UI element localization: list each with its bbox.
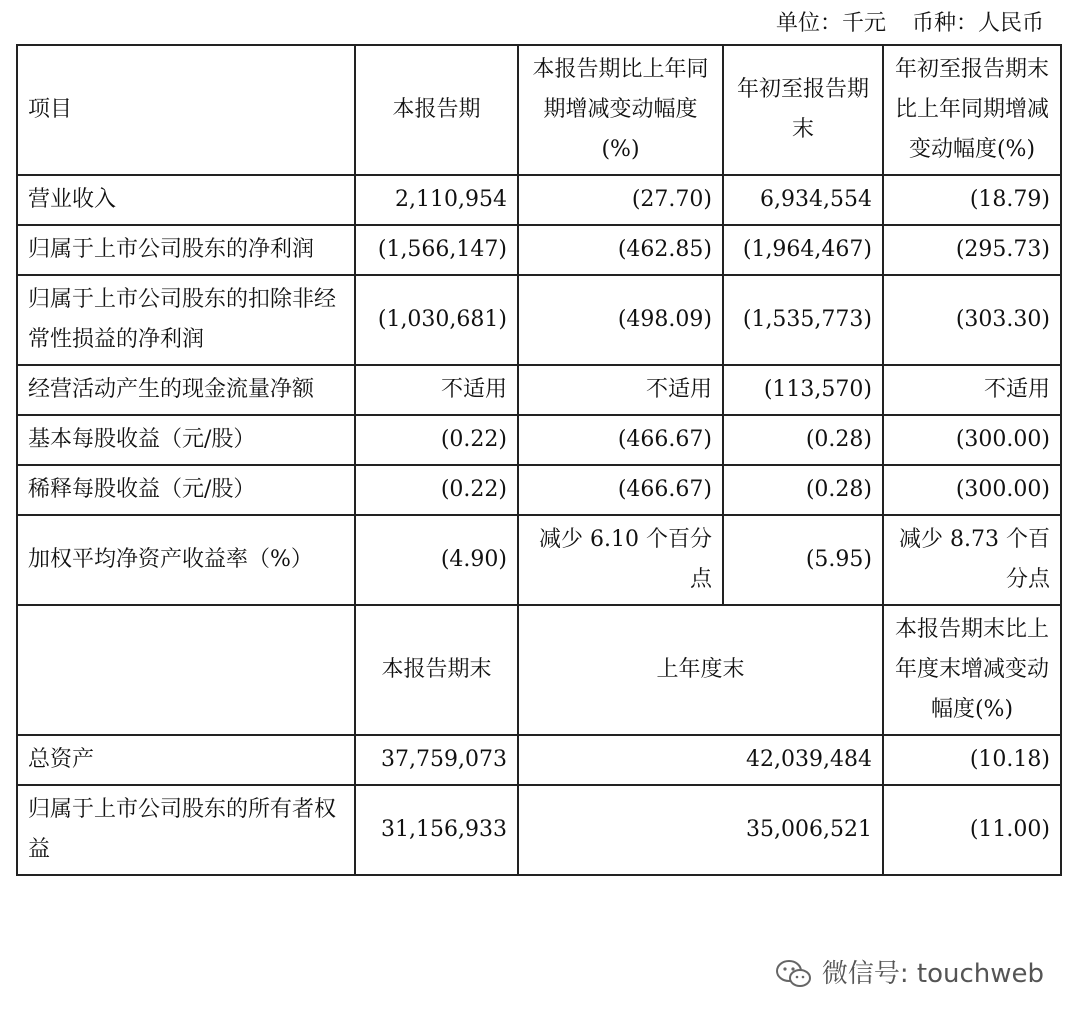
- table-row: [17, 225, 1061, 275]
- row2-prior-year-end: 42,039,484: [518, 735, 883, 785]
- row2-period-end: 37,759,073: [355, 735, 518, 785]
- unit-label: 单位：千元: [775, 11, 886, 36]
- row-item: 基本每股收益（元/股）: [17, 415, 355, 465]
- row-ytd: (5.95): [723, 515, 883, 605]
- row-current: (1,030,681): [355, 275, 518, 365]
- row-ytd-change: (303.30): [883, 275, 1061, 365]
- header-current-period: 本报告期: [355, 45, 518, 175]
- row-ytd: (0.28): [723, 465, 883, 515]
- row-current: (0.22): [355, 415, 518, 465]
- unit-line: [776, 8, 1044, 40]
- row-current-change: (27.70): [518, 175, 723, 225]
- table-row: [17, 415, 1061, 465]
- row-ytd: (1,964,467): [723, 225, 883, 275]
- table-row: [17, 515, 1061, 605]
- table-row: [17, 465, 1061, 515]
- header-item: 项目: [17, 45, 355, 175]
- row2-item: 归属于上市公司股东的所有者权益: [17, 785, 355, 875]
- financial-table: [16, 44, 1062, 876]
- header-current-period-change: 本报告期比上年同期增减变动幅度(%): [518, 45, 723, 175]
- watermark: [774, 956, 1044, 992]
- header2-blank: [17, 605, 355, 735]
- row-current-change: (462.85): [518, 225, 723, 275]
- row-ytd: (1,535,773): [723, 275, 883, 365]
- row2-change: (10.18): [883, 735, 1061, 785]
- row-current: 不适用: [355, 365, 518, 415]
- watermark-text: 微信号: touchweb: [821, 959, 1044, 989]
- table-row: [17, 175, 1061, 225]
- row-ytd-change: (300.00): [883, 465, 1061, 515]
- row-current-change: (466.67): [518, 465, 723, 515]
- row-current-change: (466.67): [518, 415, 723, 465]
- header-ytd: 年初至报告期末: [723, 45, 883, 175]
- row-current: (0.22): [355, 465, 518, 515]
- row2-item: 总资产: [17, 735, 355, 785]
- header2-prior-year-end: 上年度末: [518, 605, 883, 735]
- row-current: 2,110,954: [355, 175, 518, 225]
- row-current-change: (498.09): [518, 275, 723, 365]
- row-ytd-change: (300.00): [883, 415, 1061, 465]
- currency-label: 币种：人民币: [911, 11, 1044, 36]
- row-item: 加权平均净资产收益率（%）: [17, 515, 355, 605]
- header-ytd-change: 年初至报告期末比上年同期增减变动幅度(%): [883, 45, 1061, 175]
- table-header-row: [17, 45, 1061, 175]
- row-current: (1,566,147): [355, 225, 518, 275]
- row2-period-end: 31,156,933: [355, 785, 518, 875]
- table-row: [17, 785, 1061, 875]
- row-ytd: (0.28): [723, 415, 883, 465]
- row-item: 归属于上市公司股东的净利润: [17, 225, 355, 275]
- table-header-row-2: [17, 605, 1061, 735]
- row-ytd: 6,934,554: [723, 175, 883, 225]
- row-current: (4.90): [355, 515, 518, 605]
- row2-prior-year-end: 35,006,521: [518, 785, 883, 875]
- row-current-change: 减少 6.10 个百分点: [518, 515, 723, 605]
- table-row: [17, 735, 1061, 785]
- table-row: [17, 275, 1061, 365]
- header2-period-end-change: 本报告期末比上年度末增减变动幅度(%): [883, 605, 1061, 735]
- row-ytd-change: (295.73): [883, 225, 1061, 275]
- row2-change: (11.00): [883, 785, 1061, 875]
- row-item: 经营活动产生的现金流量净额: [17, 365, 355, 415]
- row-item: 稀释每股收益（元/股）: [17, 465, 355, 515]
- row-item: 营业收入: [17, 175, 355, 225]
- row-current-change: 不适用: [518, 365, 723, 415]
- row-item: 归属于上市公司股东的扣除非经常性损益的净利润: [17, 275, 355, 365]
- row-ytd-change: 减少 8.73 个百分点: [883, 515, 1061, 605]
- row-ytd: (113,570): [723, 365, 883, 415]
- table-row: [17, 365, 1061, 415]
- row-ytd-change: (18.79): [883, 175, 1061, 225]
- wechat-icon: [774, 958, 814, 990]
- header2-period-end: 本报告期末: [355, 605, 518, 735]
- row-ytd-change: 不适用: [883, 365, 1061, 415]
